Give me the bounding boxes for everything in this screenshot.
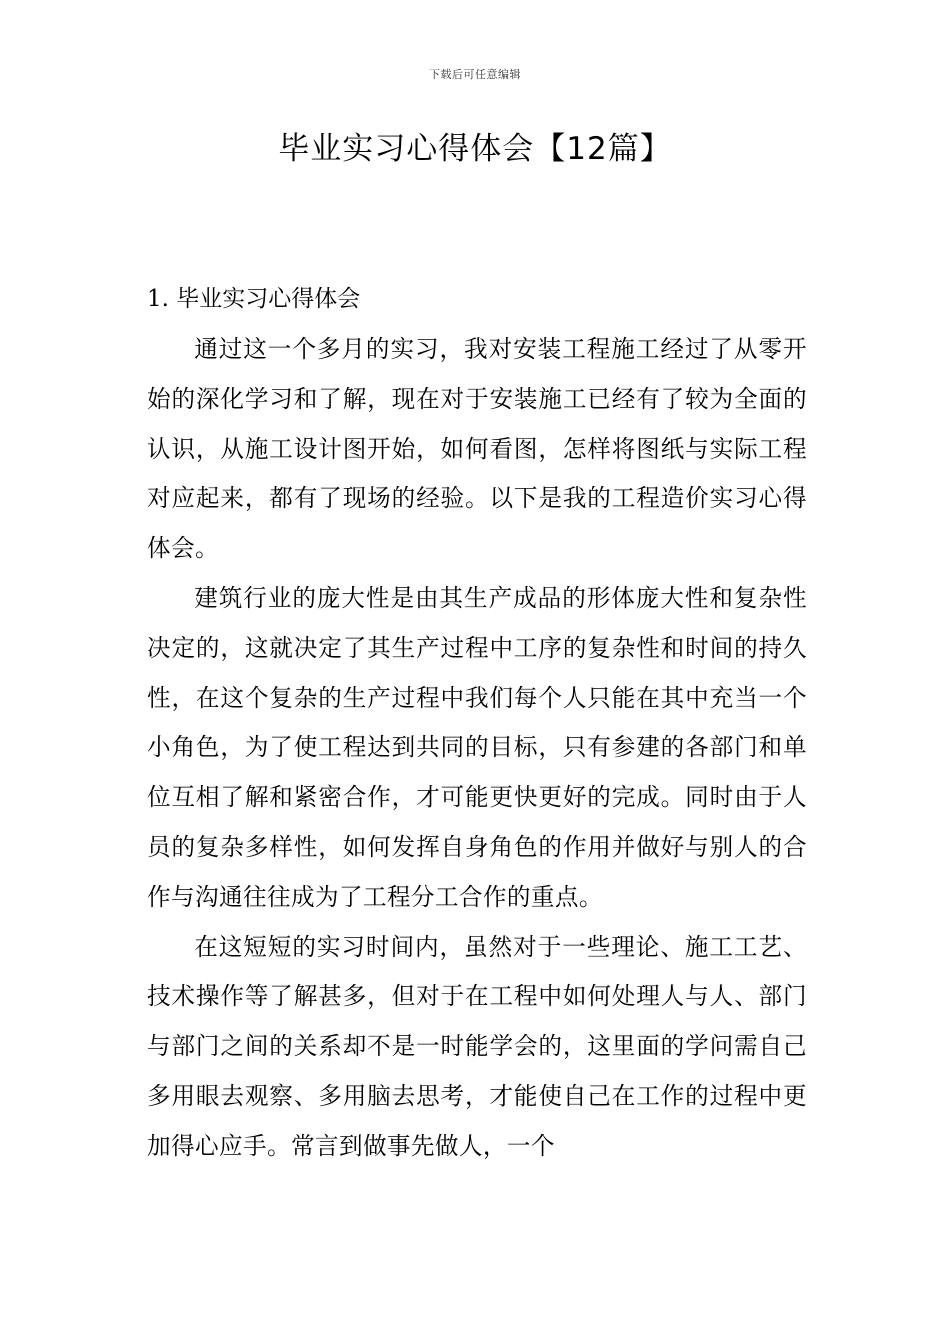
document-body <box>147 276 807 1172</box>
header-note: 下载后可任意编辑 <box>429 68 521 81</box>
section-heading: 1. 毕业实习心得体会 <box>147 286 361 312</box>
body-paragraph: 在这短短的实习时间内，虽然对于一些理论、施工工艺、技术操作等了解甚多，但对于在工程中如何处理人与人、部门与部门之间的关系却不是一时能学会的，这里面的学问需自己多用眼去观察、多用脑去思考，才能使自己在工作的过程中更加得心应手。常言到做事先做人，一个 <box>147 932 807 1160</box>
document-title: 毕业实习心得体会【12篇】 <box>278 131 672 167</box>
body-paragraph: 通过这一个多月的实习，我对安装工程施工经过了从零开始的深化学习和了解，现在对于安装施工已经有了较为全面的认识，从施工设计图开始，如何看图，怎样将图纸与实际工程对应起来，都有了现场的经验。以下是我的工程造价实习心得体会。 <box>147 335 807 563</box>
body-paragraph: 建筑行业的庞大性是由其生产成品的形体庞大性和复杂性决定的，这就决定了其生产过程中工序的复杂性和时间的持久性，在这个复杂的生产过程中我们每个人只能在其中充当一个小角色，为了使工程达到共同的目标，只有参建的各部门和单位互相了解和紧密合作，才可能更快更好的完成。同时由于人员的复杂多样性，如何发挥自身角色的作用并做好与别人的合作与沟通往往成为了工程分工合作的重点。 <box>147 583 807 911</box>
